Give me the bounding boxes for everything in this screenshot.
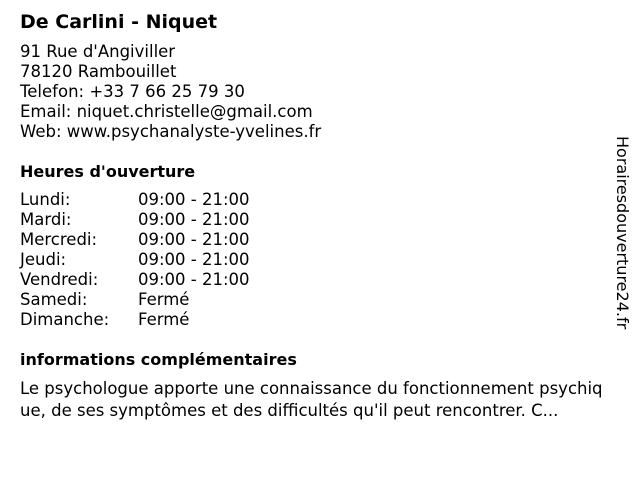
hours-row-tuesday xyxy=(20,210,250,230)
day-hours: 09:00 - 21:00 xyxy=(138,210,250,229)
contact-block xyxy=(20,42,600,142)
hours-row-sunday xyxy=(20,310,250,330)
day-hours: Fermé xyxy=(138,310,190,329)
day-label: Dimanche: xyxy=(20,310,110,329)
day-hours: 09:00 - 21:00 xyxy=(138,230,250,249)
day-label: Samedi: xyxy=(20,290,88,309)
opening-hours-table xyxy=(20,190,250,330)
day-hours: 09:00 - 21:00 xyxy=(138,270,250,289)
business-name: De Carlini - Niquet xyxy=(20,11,218,33)
web-line: Web: www.psychanalyste-yvelines.fr xyxy=(20,122,322,141)
additional-info-heading: informations complémentaires xyxy=(20,350,297,369)
day-hours: 09:00 - 21:00 xyxy=(138,250,250,269)
hours-row-thursday xyxy=(20,250,250,270)
address-city: 78120 Rambouillet xyxy=(20,62,177,81)
phone-line: Telefon: +33 7 66 25 79 30 xyxy=(20,82,245,101)
day-hours: Fermé xyxy=(138,290,190,309)
hours-row-wednesday xyxy=(20,230,250,250)
hours-row-monday xyxy=(20,190,250,210)
hours-row-saturday xyxy=(20,290,250,310)
email-line: Email: niquet.christelle@gmail.com xyxy=(20,102,313,121)
address-street: 91 Rue d'Angiviller xyxy=(20,42,176,61)
additional-info-text: Le psychologue apporte une connaissance du fonctionnement psychique, de ses symptômes et des difficultés qu'il peut rencontrer. C... xyxy=(20,379,603,420)
site-watermark: Horairesdouverture24.fr xyxy=(613,136,632,330)
business-card xyxy=(20,10,603,422)
day-label: Vendredi: xyxy=(20,270,99,289)
day-label: Mercredi: xyxy=(20,230,98,249)
day-hours: 09:00 - 21:00 xyxy=(138,190,250,209)
opening-hours-heading: Heures d'ouverture xyxy=(20,162,196,181)
hours-row-friday xyxy=(20,270,250,290)
day-label: Jeudi: xyxy=(20,250,67,269)
day-label: Mardi: xyxy=(20,210,72,229)
day-label: Lundi: xyxy=(20,190,71,209)
